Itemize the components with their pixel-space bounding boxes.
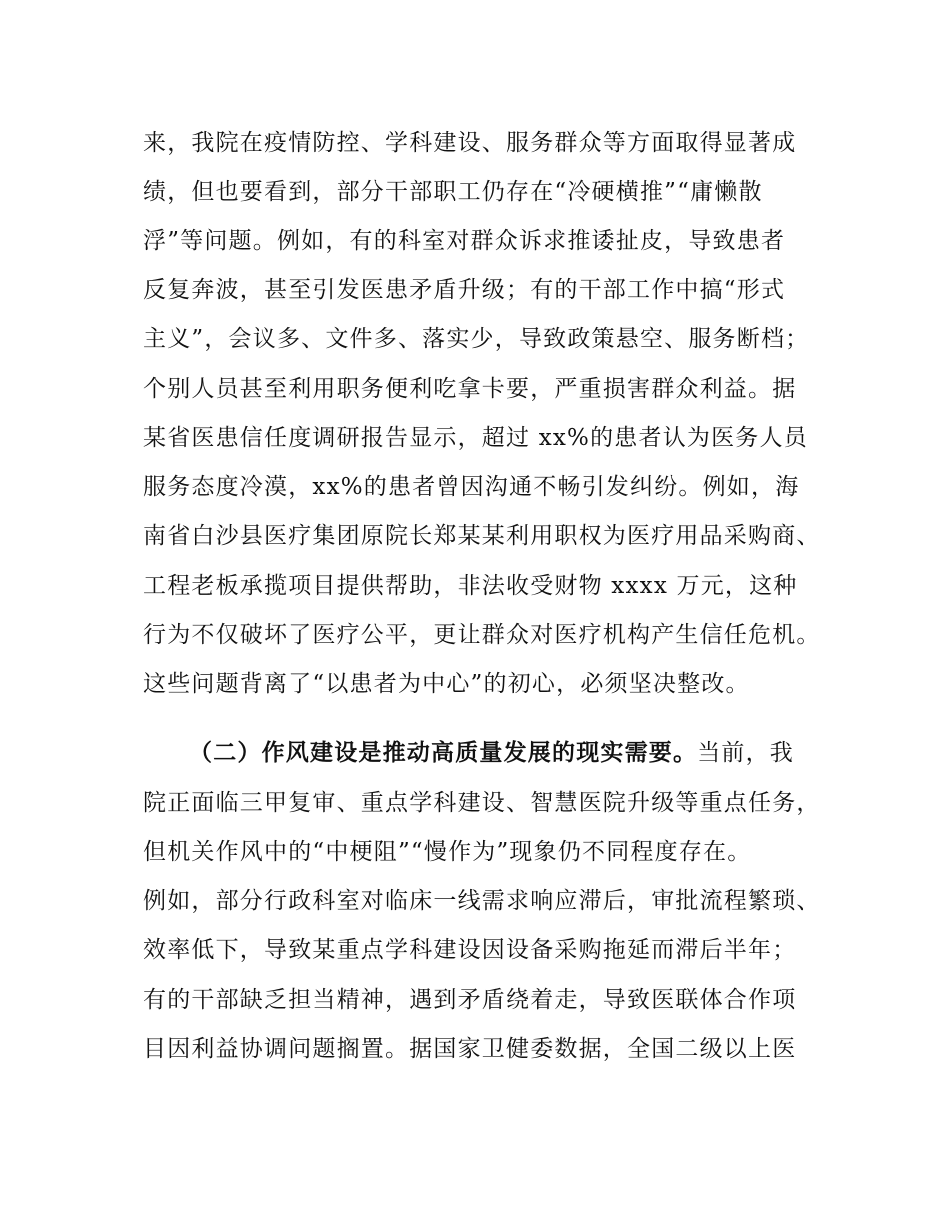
text-line: 主义”，会议多、文件多、落实少，导致政策悬空、服务断档； [143,326,810,352]
heading-line-rest: 当前，我 [697,740,795,766]
text-line: 院正面临三甲复审、重点学科建设、智慧医院升级等重点任务， [143,790,821,816]
text-line: 反复奔波，甚至引发医患矛盾升级；有的干部工作中搞“形式 [143,277,786,303]
text-line: 有的干部缺乏担当精神，遇到矛盾绕着走，导致医联体合作项 [143,987,797,1013]
text-line: 某省医患信任度调研报告显示，超过 xx%的患者认为医务人员 [143,425,808,451]
text-line: 例如，部分行政科室对临床一线需求响应滞后，审批流程繁琐、 [143,888,821,914]
text-line: 目因利益协调问题搁置。据国家卫健委数据，全国二级以上医 [143,1036,797,1062]
text-line: 绩，但也要看到，部分干部职工仍存在“冷硬横推”“庸懒散 [143,179,763,205]
text-line: 效率低下，导致某重点学科建设因设备采购拖延而滞后半年； [143,937,797,963]
text-line: 浮”等问题。例如，有的科室对群众诉求推诿扯皮，导致患者 [143,228,786,254]
text-line: 来，我院在疫情防控、学科建设、服务群众等方面取得显著成 [143,130,797,156]
text-line: 这些问题背离了“以患者为中心”的初心，必须坚决整改。 [143,671,750,697]
text-line: 服务态度冷漠，xx%的患者曾因沟通不畅引发纠纷。例如，海 [143,474,800,500]
text-line: 工程老板承揽项目提供帮助，非法收受财物 xxxx 万元，这种 [143,573,798,599]
section-heading-line [189,738,794,768]
text-line: 南省白沙县医疗集团原院长郑某某利用职权为医疗用品采购商、 [143,523,821,549]
section-heading: （二）作风建设是推动高质量发展的现实需要。 [189,740,698,766]
text-line: 行为不仅破坏了医疗公平，更让群众对医疗机构产生信任危机。 [143,622,821,648]
text-line: 但机关作风中的“中梗阻”“慢作为”现象仍不同程度存在。 [143,839,752,865]
text-line: 个别人员甚至利用职务便利吃拿卡要，严重损害群众利益。据 [143,376,797,402]
